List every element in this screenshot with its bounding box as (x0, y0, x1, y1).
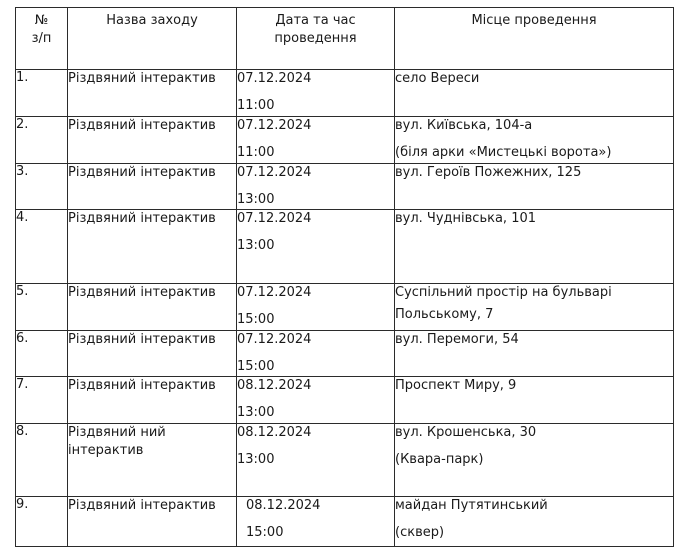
row-number: 2. (16, 117, 68, 164)
event-place-line2: Польському, 7 (395, 307, 494, 322)
event-time: 13:00 (237, 238, 275, 253)
header-place-text: Місце проведення (471, 13, 597, 28)
row-number: 9. (16, 497, 68, 547)
event-name-line: Різдвяний інтерактив (68, 378, 216, 393)
table-row (16, 331, 674, 377)
header-number (16, 8, 68, 70)
event-place-line1: Проспект Миру, 9 (395, 378, 517, 393)
event-name (68, 210, 237, 284)
event-name (68, 70, 237, 117)
event-time: 13:00 (237, 452, 275, 467)
row-number: 3. (16, 164, 68, 210)
event-name-line: Різдвяний інтерактив (68, 165, 216, 180)
event-name (68, 424, 237, 497)
table-row (16, 424, 674, 497)
event-date: 08.12.2024 (246, 498, 321, 513)
event-name (68, 284, 237, 331)
event-name (68, 377, 237, 424)
event-name-line: Різдвяний інтерактив (68, 118, 216, 133)
header-place (395, 8, 674, 70)
event-date: 07.12.2024 (237, 165, 312, 180)
header-number-abbr: з/п (31, 31, 52, 46)
event-place-line1: село Вереси (395, 71, 480, 86)
event-place (395, 164, 674, 210)
event-time: 15:00 (237, 312, 275, 327)
event-place (395, 377, 674, 424)
header-event-name (68, 8, 237, 70)
header-number-symbol: № (34, 13, 49, 28)
event-place (395, 424, 674, 497)
row-number: 8. (16, 424, 68, 497)
event-name-line: Різдвяний інтерактив (68, 71, 216, 86)
header-datetime-line2: проведення (274, 31, 357, 46)
table-row (16, 210, 674, 284)
event-time: 13:00 (237, 405, 275, 420)
event-name-line: Різдвяний інтерактив (68, 285, 216, 300)
event-name (68, 117, 237, 164)
row-number: 6. (16, 331, 68, 377)
table-row (16, 164, 674, 210)
event-date: 07.12.2024 (237, 332, 312, 347)
header-datetime-line1: Дата та час (275, 13, 356, 28)
event-name (68, 164, 237, 210)
event-place-line2: (сквер) (395, 525, 445, 540)
event-time: 11:00 (237, 98, 275, 113)
event-date: 07.12.2024 (237, 285, 312, 300)
row-number: 7. (16, 377, 68, 424)
header-datetime (237, 8, 395, 70)
event-datetime (237, 377, 395, 424)
event-date: 08.12.2024 (237, 378, 312, 393)
event-datetime (237, 117, 395, 164)
event-time: 11:00 (237, 145, 275, 160)
event-datetime (237, 210, 395, 284)
table-row (16, 497, 674, 547)
event-name-line: Різдвяний інтерактив (68, 211, 216, 226)
event-date: 08.12.2024 (237, 425, 312, 440)
row-number: 5. (16, 284, 68, 331)
event-datetime (237, 284, 395, 331)
row-number: 1. (16, 70, 68, 117)
table-header-row (16, 8, 674, 70)
event-datetime (237, 497, 395, 547)
table-row (16, 70, 674, 117)
header-event-name-text: Назва заходу (106, 13, 198, 28)
event-place-line1: майдан Путятинський (395, 498, 548, 513)
event-place-line1: вул. Героїв Пожежних, 125 (395, 165, 582, 180)
event-name-line: інтерактив (68, 443, 144, 458)
event-name-line: Різдвяний ний (68, 425, 166, 440)
event-date: 07.12.2024 (237, 211, 312, 226)
event-name-line: Різдвяний інтерактив (68, 498, 216, 513)
events-table (15, 7, 674, 547)
event-time: 15:00 (246, 525, 284, 540)
event-datetime (237, 164, 395, 210)
event-place (395, 497, 674, 547)
event-name-line: Різдвяний інтерактив (68, 332, 216, 347)
event-place (395, 70, 674, 117)
event-place-line1: вул. Чуднівська, 101 (395, 211, 537, 226)
event-datetime (237, 424, 395, 497)
event-name (68, 497, 237, 547)
event-place-line1: Суспільний простір на бульварі (395, 285, 612, 300)
row-number: 4. (16, 210, 68, 284)
event-time: 13:00 (237, 192, 275, 207)
event-place-line1: вул. Київська, 104-а (395, 118, 533, 133)
table-row (16, 284, 674, 331)
event-place-line1: вул. Крошенська, 30 (395, 425, 537, 440)
event-datetime (237, 70, 395, 117)
event-place-line2: (Квара-парк) (395, 452, 484, 467)
table-row (16, 117, 674, 164)
event-place (395, 284, 674, 331)
event-place-line1: вул. Перемоги, 54 (395, 332, 519, 347)
event-place (395, 117, 674, 164)
event-date: 07.12.2024 (237, 71, 312, 86)
event-place (395, 331, 674, 377)
event-name (68, 331, 237, 377)
event-place-line2: (біля арки «Мистецькі ворота») (395, 145, 612, 160)
event-place (395, 210, 674, 284)
event-date: 07.12.2024 (237, 118, 312, 133)
event-time: 15:00 (237, 359, 275, 374)
event-datetime (237, 331, 395, 377)
table-row (16, 377, 674, 424)
